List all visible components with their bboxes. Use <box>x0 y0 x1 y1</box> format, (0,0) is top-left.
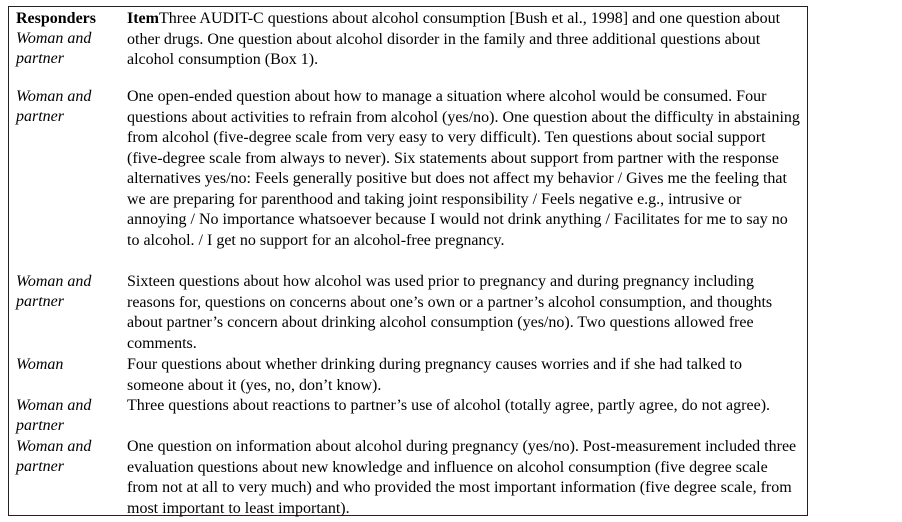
row-1-item-text: Three AUDIT-C questions about alcohol consumption [Bush et al., 1998] and one question about other drugs. One question about alcohol disorder in the family and three additional questions about alcohol consumption (Box 1). <box>127 10 781 68</box>
row-5-item: Three questions about reactions to partner’s use of alcohol (totally agree, partly agree, do not agree). <box>127 397 771 414</box>
row-1-item <box>127 9 802 71</box>
row-3-item: Sixteen questions about how alcohol was used prior to pregnancy and during pregnancy including reasons for, questions on concerns about one’s own or a partner’s alcohol consumption, and thoughts about partner’s concern about drinking alcohol consumption (yes/no). Two questions allowed free comments. <box>127 273 773 352</box>
row-2-item: One open-ended question about how to manage a situation where alcohol would be consumed. Four questions about activities to refrain from alcohol (yes/no). One question about the difficulty in abstaining from alcohol (five-degree scale from very easy to very difficult). Ten questions about social support (five-degree scale from always to never). Six statements about support from partner with the response alternatives yes/no: Feels generally positive but does not affect my behavior / Gives me the feeling that we are preparing for parenthood and taking joint responsibility / Feels negative e.g., intrusive or annoying / No importance whatsoever because I would not drink anything / Facilitates for me to say no to alcohol. / I get no support for an alcohol-free pregnancy. <box>127 88 800 249</box>
row-6-responders: Woman and partner <box>16 438 92 475</box>
row-1-responders: Woman and partner <box>16 30 92 67</box>
column-header-item: Item <box>127 10 159 27</box>
row-6-item: One question on information about alcohol during pregnancy (yes/no). Post-measurement included three evaluation questions about new knowledge and influence on alcohol consumption (five degree scale from not at all to very much) and who provided the most important information (five degree scale, from most important to least important). <box>127 438 797 517</box>
row-5-responders: Woman and partner <box>16 397 92 434</box>
row-2-responders: Woman and partner <box>16 88 92 125</box>
column-header-responders: Responders <box>16 10 97 27</box>
row-4-item: Four questions about whether drinking during pregnancy causes worries and if she had talked to someone about it (yes, no, don’t know). <box>127 356 742 394</box>
row-4-responders: Woman <box>16 356 64 373</box>
row-3-responders: Woman and partner <box>16 273 92 310</box>
